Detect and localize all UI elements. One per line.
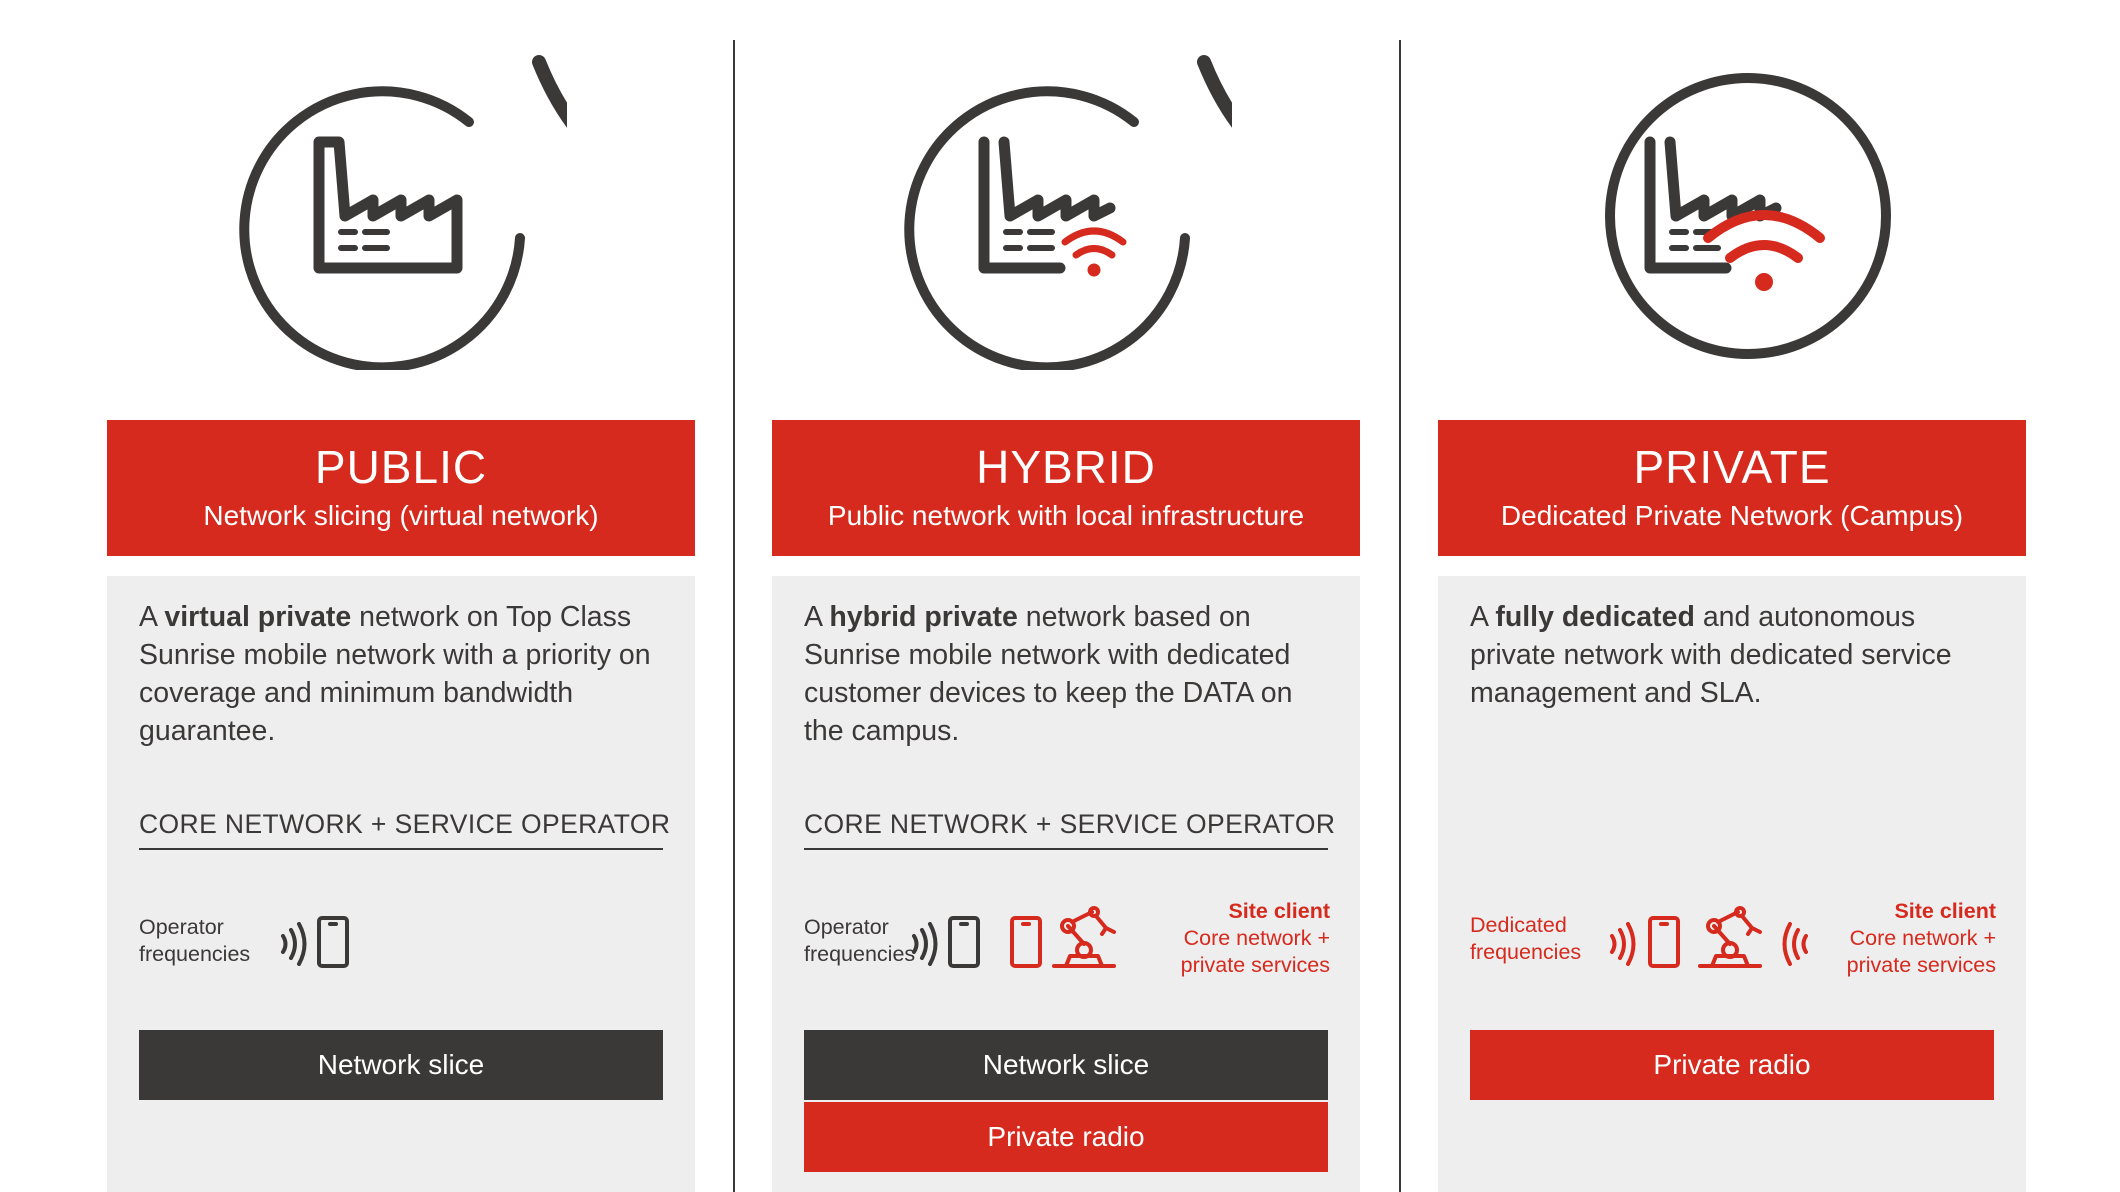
frequency-label-line: Dedicated [1470, 913, 1567, 937]
site-client-line: private services [1846, 953, 1996, 977]
smartphone-icon [1650, 918, 1678, 966]
site-client-title: Site client [1228, 899, 1330, 923]
column-hybrid [772, 0, 1360, 1192]
description-text: network on Top Class Sunrise mobile network with a priority on coverage and minimum bandwidth guarantee. [139, 601, 651, 747]
description-text: network based on Sunrise mobile network with dedicated customer devices to keep the DATA on the campus. [804, 601, 1293, 747]
column-title: PRIVATE [1633, 441, 1831, 493]
frequency-label-line: frequencies [1470, 940, 1582, 964]
column-public [107, 0, 695, 1192]
column-title: PUBLIC [314, 441, 488, 493]
smartphone-icon [950, 918, 978, 966]
smartphone-icon [1012, 918, 1040, 966]
column-divider-2 [1399, 40, 1401, 1192]
panel-public [107, 576, 695, 1192]
description [139, 598, 669, 750]
column-subtitle: Network slicing (virtual network) [203, 500, 599, 531]
private-radio-button: Private radio [1470, 1030, 1994, 1100]
frequency-label [804, 914, 915, 968]
frequency-label [1470, 912, 1581, 966]
description-text: A [1470, 601, 1496, 633]
description-highlight: hybrid private [829, 601, 1018, 633]
frequency-label [139, 914, 250, 968]
site-client-line: Core network + [1183, 926, 1330, 950]
robot-arm-icon [1054, 908, 1114, 966]
device-icons [277, 906, 377, 976]
factory-signal-icon [237, 40, 567, 370]
description [1470, 598, 2000, 712]
header-private [1438, 420, 2026, 556]
factory-signal-wifi-icon [902, 40, 1232, 370]
site-client-line: private services [1180, 953, 1330, 977]
column-divider-1 [733, 40, 735, 1192]
header-hybrid [772, 420, 1360, 556]
description-text: A [139, 601, 165, 633]
radio-waves-icon [283, 924, 305, 964]
private-radio-button: Private radio [804, 1102, 1328, 1172]
column-subtitle: Dedicated Private Network (Campus) [1500, 500, 1964, 531]
frequency-label-line: frequencies [139, 942, 251, 966]
site-client-title: Site client [1894, 899, 1996, 923]
radio-waves-icon [914, 924, 936, 964]
description-text: and autonomous private network with dedicated service management and SLA. [1470, 601, 1952, 709]
operator-role: CORE NETWORK + SERVICE OPERATOR [139, 806, 663, 850]
description-highlight: virtual private [164, 601, 352, 633]
frequency-label-line: frequencies [804, 942, 916, 966]
site-client-label [1847, 898, 1996, 979]
smartphone-icon [319, 918, 347, 966]
description-text: A [804, 601, 830, 633]
radio-waves-icon [1612, 924, 1634, 964]
operator-role: CORE NETWORK + SERVICE OPERATOR [804, 806, 1328, 850]
network-slice-button: Network slice [139, 1030, 663, 1100]
panel-private [1438, 576, 2026, 1192]
frequency-label-line: Operator [139, 915, 224, 939]
site-client-line: Core network + [1849, 926, 1996, 950]
network-slice-button: Network slice [804, 1030, 1328, 1100]
description-highlight: fully dedicated [1495, 601, 1695, 633]
device-icons [908, 906, 1138, 976]
description [804, 598, 1304, 750]
factory-wifi-icon [1568, 40, 1898, 370]
frequency-label-line: Operator [804, 915, 889, 939]
radio-waves-left-icon [1785, 924, 1807, 964]
column-private [1438, 0, 2026, 1192]
site-client-label [1181, 898, 1330, 979]
column-subtitle: Public network with local infrastructure [827, 500, 1305, 531]
device-icons [1606, 906, 1826, 976]
panel-hybrid [772, 576, 1360, 1192]
header-public [107, 420, 695, 556]
column-title: HYBRID [976, 441, 1156, 493]
robot-arm-icon [1700, 908, 1760, 966]
